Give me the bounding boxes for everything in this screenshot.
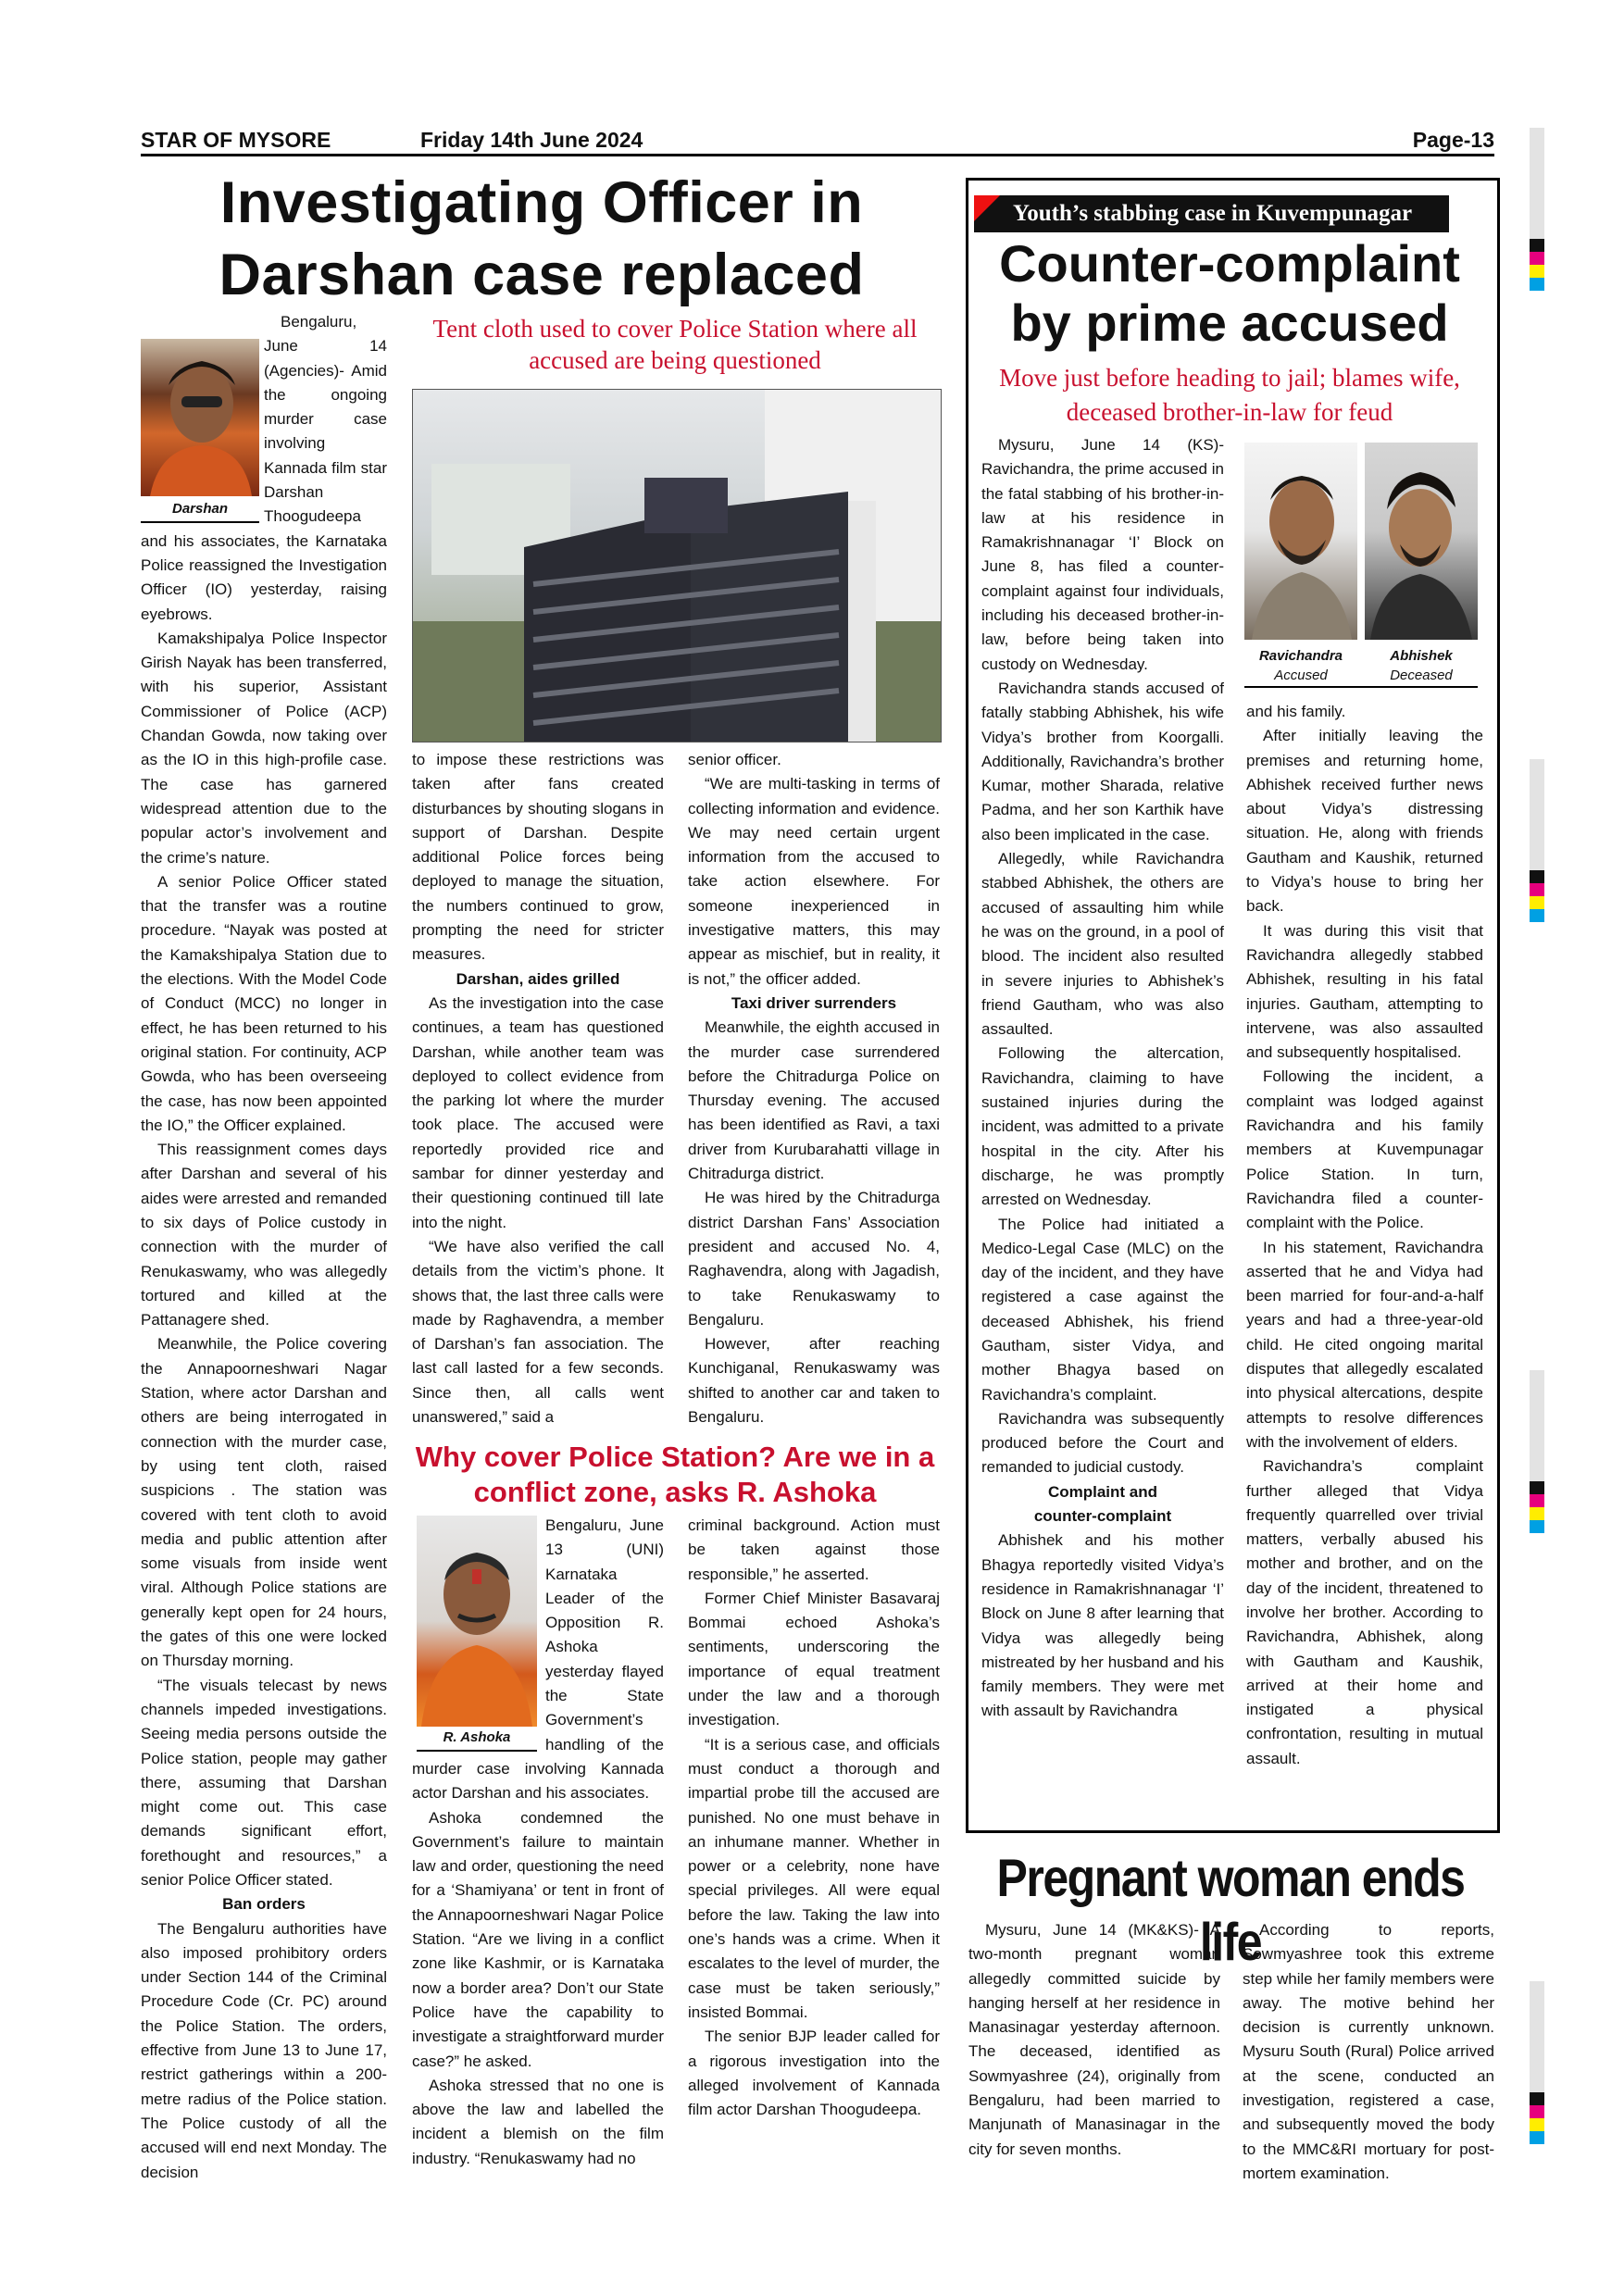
lead-col2-para-1: to impose these restrictions was taken after fans created disturbances by shouting slogans in support of Darshan. Despite additional Police forces being deployed to manage the situation, the numbers continued to grow, prompting the need for stricter measures.: [412, 751, 664, 964]
lead-col3-para-4: He was hired by the Chitradurga district Darshan Fans’ Association president and accused No. 4, Raghavendra, along with Jagadish, to take Renukaswamy to Bengaluru.: [688, 1189, 940, 1329]
lead-para-6: The Bengaluru authorities have also imposed prohibitory orders under Section 144 of the Criminal Procedure Code (Cr. PC) around the Police Station. The orders, effective from June 13 to June 17, restrict gatherings within a 200-metre radius of the Police station. The Police custody of all the accused will end next Monday. The decision: [141, 1919, 387, 2181]
ashoka-para-3: criminal background. Action must be taken against those responsible,” he asserted.: [688, 1516, 940, 1583]
lead-para-2: A senior Police Officer stated that the transfer was a routine procedure. “Nayak was posted at the Kamakshipalya Station due to the elections. With the Model Code of Conduct (MCC) no longer in effect, he has been returned to his original station. For continuity, ACP Gowda, who has been overseeing the case, has now been appointed the IO,” the Officer explained.: [141, 872, 387, 1134]
abhishek-photo: [1365, 443, 1478, 640]
lead-para-3: This reassignment comes days after Darshan and several of his aides were arrested and remanded to six days of Police custody in connection with the murder of Renukaswamy, who was allegedly tortured and killed at the Pattanagere shed.: [141, 1141, 387, 1329]
brief-para-1: Mysuru, June 14 (MK&KS)- A two-month pregnant woman allegedly committed suicide by hanging herself at her residence in Manasinagar yesterday afternoon. The deceased, identified as Sowmyashree (24), originally from Bengaluru, had been married to Manjunath of Manasinagar in the city for seven months.: [968, 1921, 1220, 2158]
margin-grey-bar: [1530, 128, 1544, 239]
ashoka-para-4: Former Chief Minister Basavaraj Bommai echoed Ashoka’s sentiments, underscoring the importance of equal treatment under the law and a thorough investigation.: [688, 1589, 940, 1729]
lead-para-1: Kamakshipalya Police Inspector Girish Nayak has been transferred, with his superior, Assistant Commissioner of Police (ACP) Chandan Gowda, now taking over as the IO in this high-profile case. The case has garnered widespread attention due to the popular actor’s involvement and the crime’s nature.: [141, 629, 387, 867]
ashoka-headline: Why cover Police Station? Are we in a conflict zone, asks R. Ashoka: [415, 1441, 935, 1508]
box-para-11: Following the incident, a complaint was lodged against Ravichandra and his family members at Kuvempunagar Police Station. In turn, Ravichandra filed a counter-complaint with the Police.: [1246, 1067, 1483, 1232]
box-para-3: Allegedly, while Ravichandra stabbed Abhishek, the others are accused of assaulting him while he was on the ground, in a pool of blood. The incident also resulted in severe injuries to Abhishek’s friend Gautham, who was also assaulted.: [981, 850, 1224, 1039]
box-col-2: [1246, 700, 1483, 1771]
ashoka-para-6: The senior BJP leader called for a rigorous investigation into the alleged involvement of Kannada film actor Darshan Thoogudeepa.: [688, 2028, 940, 2119]
lead-headline: Investigating Officer in Darshan case replaced: [219, 170, 865, 307]
registration-marks: [1530, 870, 1544, 922]
box-para-2: Ravichandra stands accused of fatally stabbing Abhishek, his wife Vidya’s brother from Koorgalli. Additionally, Ravichandra’s brother Kumar, mother Sharada, relative Padma, and her son Karthik have also been implicated in the case.: [981, 679, 1224, 843]
box-para-8: and his family.: [1246, 703, 1346, 720]
lead-col3-para-2: “We are multi-tasking in terms of collecting information and evidence. We may need certain urgent information from the accused to take action elsewhere. For someone inexperienced in investigative matters, this may appear as mischief, but in reality, it is not,” the officer added.: [688, 775, 940, 988]
box-para-1: Mysuru, June 14 (KS)- Ravichandra, the prime accused in the fatal stabbing of his brother-in-law at his residence in Ramakrishnanagar ‘I’ Block on June 8, has filed a counter-complaint against four individuals, including his deceased brother-in-law, before being taken into custody on Wednesday.: [981, 436, 1224, 673]
ashoka-intro: Bengaluru, June 13 (UNI) Karnataka Leader of the Opposition R. Ashoka yesterday flayed the State Government’s handling of the murder case involving Kannada actor Darshan and his associates.: [412, 1516, 664, 1803]
lead-subhead-ban: Ban orders: [222, 1895, 306, 1914]
box-para-4: Following the altercation, Ravichandra, claiming to have sustained injuries during the incident, was admitted to a private hospital in the city. After his discharge, he was promptly arrested on Wednesday.: [981, 1044, 1224, 1209]
ravichandra-photo: [1244, 443, 1357, 640]
paper-name: STAR OF MYSORE: [141, 128, 331, 152]
abhishek-caption: Abhishek Deceased: [1390, 648, 1453, 683]
lead-col3-para-3: Meanwhile, the eighth accused in the murder case surrendered before the Chitradurga Police on Thursday evening. The accused has been identified as Ravi, a taxi driver from Kurubarahatti village in Chitradurga district.: [688, 1018, 940, 1183]
box-para-6: Ravichandra was subsequently produced before the Court and remanded to judicial custody.: [981, 1409, 1224, 1477]
registration-marks: [1530, 239, 1544, 291]
lead-col-3: [688, 748, 940, 1429]
box-para-12: In his statement, Ravichandra asserted that he and Vidya had been married for four-and-a-half years and had a three-year-old child. He cited ongoing marital disputes that allegedly escalated into physical altercations, despite attempts to resolve differences with the involvement of elders.: [1246, 1238, 1483, 1451]
ashoka-para-5: “It is a serious case, and officials must conduct a thorough and impartial probe till the accused are punished. No one must behave in an inhumane manner. Whether in power or a celebrity, none have special privileges. All were equal before the law. Taking the law into one’s hands was a crime. When it escalates to the level of murder, the case must be taken seriously,” insisted Bommai.: [688, 1735, 940, 2021]
lead-col-1: [141, 310, 387, 2185]
box-para-10: It was during this visit that Ravichandra allegedly stabbed Abhishek, resulting in his fatal injuries. Gautham, attempting to intervene, was also assaulted and subsequently hospitalised.: [1246, 921, 1483, 1062]
photo-deck: Tent cloth used to cover Police Station where all accused are being questioned: [432, 315, 918, 374]
police-station-photo: [412, 389, 942, 742]
lead-col-2: [412, 748, 664, 1429]
ashoka-col-2: [688, 1514, 940, 2122]
page-number: Page-13: [1412, 128, 1494, 152]
brief-headline: Pregnant woman ends life: [996, 1848, 1465, 1972]
margin-grey-bar: [1530, 1370, 1544, 1481]
box-para-5: The Police had initiated a Medico-Legal Case (MLC) on the day of the incident, and they have registered a case against the deceased Abhishek, his friend Gautham, sister Vidya, and mother Bhagya based on Ravichandra’s complaint.: [981, 1215, 1224, 1404]
registration-marks: [1530, 2092, 1544, 2144]
brief-col-2: [1243, 1918, 1494, 2186]
lead-col2-para-3: “We have also verified the call details from the victim’s phone. It shows that, the last three calls were made by Raghavendra, a member of Darshan’s fan association. The last call lasted for a few seconds. Since then, all calls went unanswered,” said a: [412, 1237, 664, 1427]
margin-grey-bar: [1530, 1981, 1544, 2092]
ashoka-para-1: Ashoka condemned the Government’s failure to maintain law and order, questioning the need for a ‘Shamiyana’ or tent in front of the Annapoorneshwari Nagar Police Station. “Are we living in a conflict zone like Kashmir, or is Karnataka now a border area? Don’t our State Police have the capability to investigate a straightforward murder case?” he asked.: [412, 1808, 664, 2070]
registration-marks: [1530, 1481, 1544, 1533]
ravichandra-caption: Ravichandra Accused: [1258, 648, 1343, 683]
lead-para-4: Meanwhile, the Police covering the Annapoorneshwari Nagar Station, where actor Darshan and others are being interrogated in connection with the murder case, by using tent cloth, raised suspicions . The station was covered with tent cloth to avoid media and public attention after some visuals from inside went viral. Although Police stations are generally kept open for 24 hours, the gates of this one were locked on Thursday morning.: [141, 1335, 387, 1670]
darshan-caption: Darshan: [141, 501, 259, 523]
brief-col-1: [968, 1918, 1220, 2162]
photo-caption-rule: [1244, 686, 1478, 688]
box-deck: Move just before heading to jail; blames wife, deceased brother-in-law for feud: [999, 364, 1460, 426]
kicker-triangle: [974, 195, 1000, 221]
masthead: [141, 128, 1494, 154]
lead-para-5: “The visuals telecast by news channels impeded investigations. Seeing media persons outside the Police station, people may gather there, assuming that Darshan might come out. This case demands significant effort, forethought and resources,” a senior Police Officer stated.: [141, 1676, 387, 1889]
box-kicker: Youth’s stabbing case in Kuvempunagar: [974, 195, 1449, 232]
box-para-7: Abhishek and his mother Bhagya reportedly visited Vidya’s residence in Ramakrishnanagar ‘I’ Block on June 8 after learning that Vidya was allegedly being mistreated by her husband and his family members. They were met with assault by Ravichandra: [981, 1531, 1224, 1720]
ashoka-caption: R. Ashoka: [417, 1729, 537, 1752]
issue-date: Friday 14th June 2024: [420, 128, 643, 152]
lead-col2-para-2: As the investigation into the case continues, a team has questioned Darshan, while another team was deployed to collect evidence from the parking lot where the murder took place. The accused were reportedly provided rice and sambar for dinner yesterday and their questioning continued till late into the night.: [412, 993, 664, 1231]
lead-col3-para-1: senior officer.: [688, 751, 781, 768]
masthead-rule: [141, 154, 1494, 156]
box-col-1: [981, 433, 1224, 1724]
brief-para-2: According to reports, Sowmyashree took this extreme step while her family members were away. The motive behind her decision is currently unknown. Mysuru South (Rural) Police arrived at the scene, conducted an investigation, registered a case, and subsequently moved the body to the MMC&RI mortuary for post-mortem examination.: [1243, 1921, 1494, 2182]
ashoka-para-2: Ashoka stressed that no one is above the law and labelled the incident a blemish on the film industry. “Renukaswamy had no: [412, 2076, 664, 2167]
lead-subhead-grilled: Darshan, aides grilled: [456, 969, 620, 988]
box-para-9: After initially leaving the premises and returning home, Abhishek received further news about Vidya’s distressing situation. He, along with friends Gautham and Kaushik, returned to Vidya’s house to bring her back.: [1246, 727, 1483, 916]
lead-col3-para-5: However, after reaching Kunchiganal, Renukaswamy was shifted to another car and taken to Bengaluru.: [688, 1335, 940, 1427]
lead-intro: Bengaluru, June 14 (Agencies)- Amid the ongoing murder case involving Kannada film star Darshan Thoogudeepa and his associates, the Karnataka Police reassigned the Investigation Officer (IO) yesterday, raising eyebrows.: [141, 313, 387, 623]
margin-grey-bar: [1530, 759, 1544, 870]
ashoka-col-1: [412, 1514, 664, 2171]
box-para-13: Ravichandra’s complaint further alleged that Vidya frequently quarrelled over trivial matters, verbally abused his mother and brother, and on the day of the incident, threatened to involve her brother. According to Ravichandra, Abhishek, along with Gautham and Kaushik, arrived at their home and instigated a physical confrontation, resulting in mutual assault.: [1246, 1457, 1483, 1767]
box-headline: Counter-complaint by prime accused: [999, 234, 1460, 352]
lead-subhead-taxi: Taxi driver surrenders: [731, 993, 897, 1012]
box-subhead: Complaint and counter-complaint: [1033, 1482, 1172, 1526]
